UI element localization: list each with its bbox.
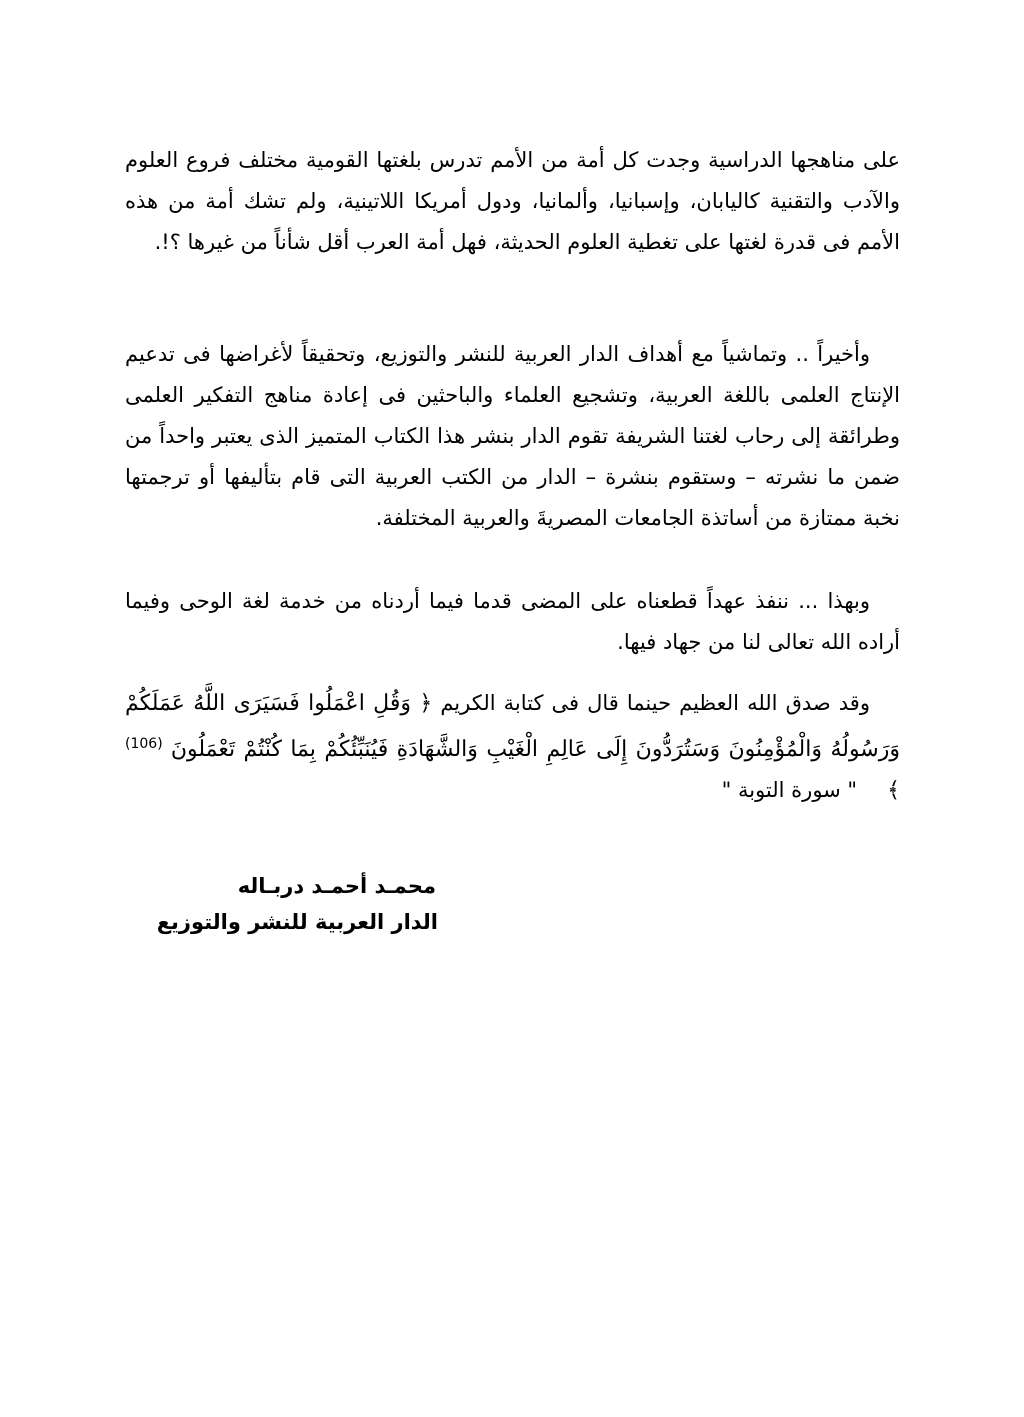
paragraph-commitment [125, 581, 900, 663]
paragraph-publisher-goals [125, 334, 900, 539]
paragraph-languages-text: على مناهجها الدراسية وجدت كل أمة من الأمم تدرس بلغتها القومية مختلف فروع العلوم والآدب والتقنية كاليابان، وإسبانيا، وألمانيا، ودول أمريكا اللاتينية، ولم تشك أمة من هذه الأمم فى قدرة لغتها على تغطية العلوم الحديثة، فهل أمة العرب أقل شأناً من غيرها ؟!. [125, 148, 900, 254]
paragraph-commitment-text: وبهذا ... ننفذ عهداً قطعناه على المضى قدما فيما أردناه من خدمة لغة الوحى وفيما أراده الله تعالى لنا من جهاد فيها. [125, 589, 900, 654]
quran-verse: ﴿ وَقُلِ اعْمَلُوا فَسَيَرَى اللَّهُ عَمَلَكُمْ وَرَسُولُهُ وَالْمُؤْمِنُونَ وَسَتُرَدُّونَ إِلَى عَالِمِ الْغَيْبِ وَالشَّهَادَةِ فَيُنَبِّئُكُمْ بِمَا كُنْتُمْ تَعْمَلُونَ [125, 691, 900, 762]
paragraph-publisher-goals-text: وأخيراً .. وتماشياً مع أهداف الدار العربية للنشر والتوزيع، وتحقيقاً لأغراضها فى تدعيم الإنتاج العلمى باللغة العربية، وتشجيع العلماء والباحثين فى إعادة مناهج التفكير العلمى وطرائقة إلى رحاب لغتنا الشريفة تقوم الدار بنشر هذا الكتاب المتميز الذى يعتبر واحداً من ضمن ما نشرته – وستقوم بنشرة – الدار من الكتب العربية التى قام بتأليفها أو ترجمتها نخبة ممتازة من أساتذة الجامعات المصريةَ والعربية المختلفة. [125, 342, 900, 530]
signature-organization: الدار العربية للنشر والتوزيع [156, 910, 438, 934]
verse-number: (106) [125, 736, 163, 752]
quote-intro: وقد صدق الله العظيم حينما قال فى كتابة الكريم [440, 691, 870, 715]
paragraph-quran-quote [125, 683, 900, 811]
quote-close-bracket: ﴾ [887, 778, 900, 803]
sura-name: " سورة التوبة " [721, 778, 858, 802]
signature-name: محمـد أحمـد دربـاله [237, 874, 436, 898]
paragraph-languages [125, 140, 900, 263]
